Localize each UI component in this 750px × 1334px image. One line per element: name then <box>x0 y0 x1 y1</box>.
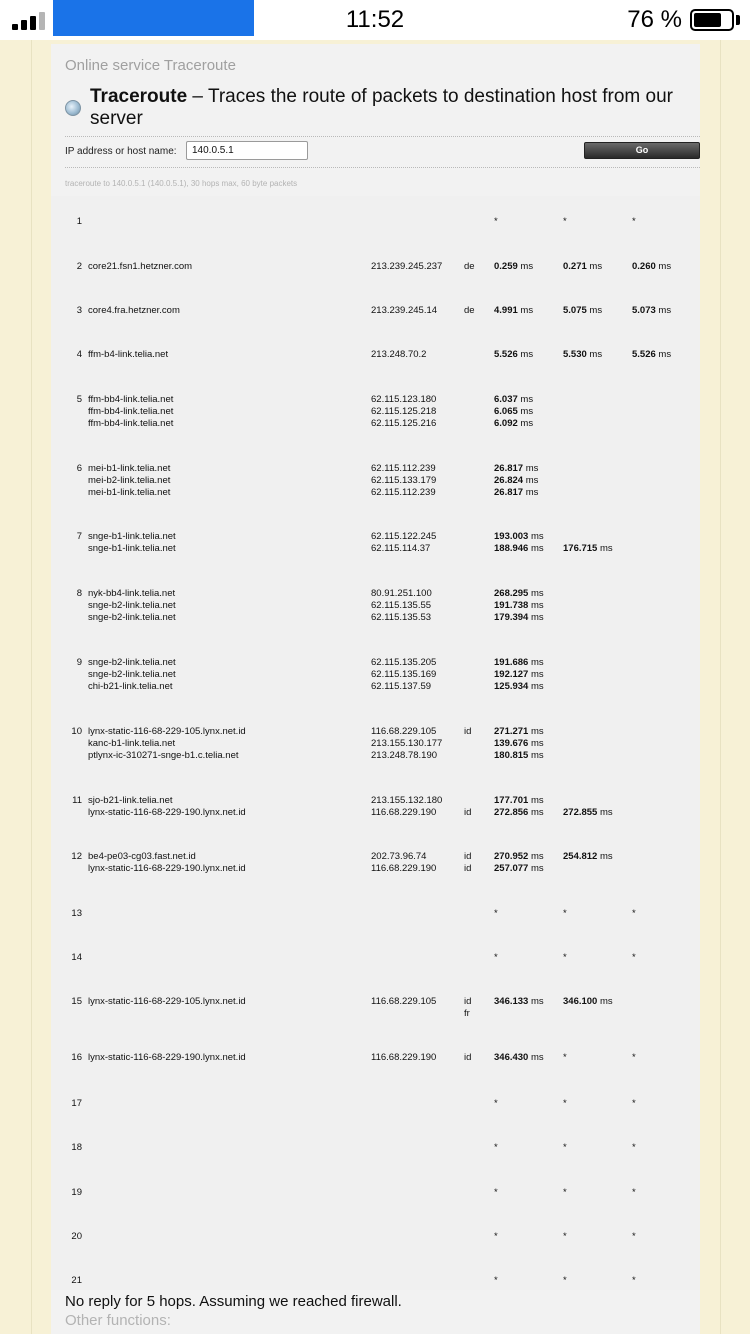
hop-number <box>66 1275 82 1287</box>
hop-time-1-value: 0.259 ms <box>494 261 534 272</box>
hop-country-value: id <box>464 1052 472 1063</box>
hop-host-value: ffm-bb4-link.telia.net <box>88 418 174 430</box>
hop-ip-value: 213.155.130.177 <box>371 738 443 750</box>
hop-time-2 <box>563 1142 567 1154</box>
hop-time-2 <box>563 952 567 964</box>
hop-ip <box>371 531 436 555</box>
hop-time-2-value: * <box>563 1098 567 1109</box>
hop-time-2 <box>563 1052 567 1064</box>
hop-host <box>88 463 170 500</box>
hop-time-1-value: 26.817 ms <box>494 463 539 474</box>
hop-time-1 <box>494 531 544 555</box>
hop-time-2-value: 0.271 ms <box>563 261 603 272</box>
hop-time-3 <box>632 261 671 273</box>
hop-time-1-value: 271.271 ms <box>494 726 544 737</box>
hop-number <box>66 463 82 475</box>
hop-time-1 <box>494 349 533 361</box>
hop-time-1-value: 179.394 ms <box>494 612 544 624</box>
hop-time-1-value: * <box>494 908 498 919</box>
hop-country <box>464 726 471 738</box>
hop-time-2 <box>563 851 613 863</box>
hop-time-3-value: * <box>632 1231 636 1242</box>
hop-number <box>66 216 82 228</box>
hop-host-value: snge-b2-link.telia.net <box>88 669 176 681</box>
hop-host <box>88 531 176 555</box>
hop-host-value: ffm-b4-link.telia.net <box>88 349 169 360</box>
hop-number <box>66 1187 82 1199</box>
hop-ip-value: 62.115.112.239 <box>371 487 436 499</box>
page-title-bold: Traceroute <box>90 86 188 107</box>
hop-host <box>88 795 246 819</box>
hop-ip-value: 62.115.123.180 <box>371 394 437 405</box>
hop-host-value: nyk-bb4-link.telia.net <box>88 588 176 599</box>
hop-number-value: 19 <box>71 1187 82 1198</box>
hop-number-value: 18 <box>71 1142 82 1153</box>
hop-ip-value: 62.115.133.179 <box>371 475 437 487</box>
hop-time-1-value: * <box>494 1187 498 1198</box>
hop-ip-value: 62.115.135.53 <box>371 612 432 624</box>
hop-time-1 <box>494 726 544 763</box>
hop-ip-value: 116.68.229.190 <box>371 1052 437 1063</box>
hop-time-2-value: 5.530 ms <box>563 349 603 360</box>
hop-time-1-value: 139.676 ms <box>494 738 544 750</box>
hop-time-1-value: 26.817 ms <box>494 487 539 499</box>
hop-host-value: ffm-bb4-link.telia.net <box>88 406 174 418</box>
hop-time-1-value: * <box>494 952 498 963</box>
hop-time-2-value <box>563 795 613 807</box>
hop-time-1 <box>494 952 498 964</box>
hop-time-3 <box>632 908 636 920</box>
hop-number <box>66 588 82 600</box>
hop-host-value: snge-b2-link.telia.net <box>88 657 176 668</box>
battery-icon <box>690 9 734 31</box>
hop-host <box>88 996 246 1008</box>
hop-time-3 <box>632 1098 636 1110</box>
hop-time-3 <box>632 1142 636 1154</box>
hop-ip-value: 62.115.112.239 <box>371 463 436 474</box>
hop-time-3 <box>632 1052 636 1064</box>
hop-ip-value: 62.115.135.55 <box>371 600 432 612</box>
traceroute-results <box>51 196 700 1290</box>
hop-number <box>66 305 82 317</box>
section-title: Online service Traceroute <box>65 57 236 74</box>
hop-time-3 <box>632 1187 636 1199</box>
hop-time-2-value: * <box>563 908 567 919</box>
hop-time-1-value: 268.295 ms <box>494 588 544 599</box>
hop-number <box>66 996 82 1008</box>
hop-time-2-value: 346.100 ms <box>563 996 613 1007</box>
hop-ip-value: 116.68.229.190 <box>371 807 437 819</box>
battery-level-fill <box>694 13 721 27</box>
hop-host-value: lynx-static-116-68-229-190.lynx.net.id <box>88 1052 246 1063</box>
hop-number <box>66 1052 82 1064</box>
hop-number <box>66 349 82 361</box>
hop-host-value: chi-b21-link.telia.net <box>88 681 173 693</box>
hop-time-3 <box>632 952 636 964</box>
hop-time-2 <box>563 1231 567 1243</box>
hop-number <box>66 261 82 273</box>
hop-host <box>88 726 246 763</box>
hop-ip <box>371 305 437 317</box>
divider <box>65 167 700 168</box>
hop-time-1 <box>494 394 533 431</box>
hop-host-value: sjo-b21-link.telia.net <box>88 795 173 806</box>
hop-time-2-value: 5.075 ms <box>563 305 603 316</box>
hop-time-2 <box>563 305 602 317</box>
globe-icon <box>65 100 81 116</box>
hop-time-2-value: * <box>563 952 567 963</box>
hop-time-1-value: * <box>494 1098 498 1109</box>
hop-country-value: de <box>464 305 475 316</box>
hop-time-2 <box>563 795 613 819</box>
hop-ip-value: 213.248.70.2 <box>371 349 427 360</box>
hop-ip <box>371 394 436 431</box>
hop-country-value: id <box>464 863 472 875</box>
hop-country-value: id <box>464 996 472 1007</box>
firewall-note: No reply for 5 hops. Assuming we reached firewall. <box>65 1293 402 1310</box>
hop-time-1-value: 191.738 ms <box>494 600 544 612</box>
hop-time-2 <box>563 261 602 273</box>
hop-time-2 <box>563 908 567 920</box>
hop-time-2 <box>563 531 613 555</box>
hop-country <box>464 996 471 1020</box>
hop-time-1-value: 6.065 ms <box>494 406 534 418</box>
hop-time-3-value: * <box>632 1187 636 1198</box>
hop-time-1-value: 193.003 ms <box>494 531 544 542</box>
hop-number-value: 9 <box>76 657 82 668</box>
hop-time-2-value: 176.715 ms <box>563 543 613 555</box>
hop-time-3-value: 5.073 ms <box>632 305 672 316</box>
hop-ip-value: 213.155.132.180 <box>371 795 443 806</box>
hop-host-value: lynx-static-116-68-229-105.lynx.net.id <box>88 726 246 737</box>
hop-time-1-value: 6.037 ms <box>494 394 534 405</box>
hop-time-1-value: 346.430 ms <box>494 1052 544 1063</box>
hop-number-value: 1 <box>76 216 82 227</box>
hop-time-1 <box>494 588 544 625</box>
hop-host-value: be4-pe03-cg03.fast.net.id <box>88 851 196 862</box>
hop-time-2-value: * <box>563 1142 567 1153</box>
hop-host-value: mei-b2-link.telia.net <box>88 475 171 487</box>
hop-time-3-value: 0.260 ms <box>632 261 672 272</box>
hop-ip <box>371 795 442 819</box>
hop-time-3-value: * <box>632 1098 636 1109</box>
hop-time-1 <box>494 305 533 317</box>
hop-ip-value: 213.248.78.190 <box>371 750 438 762</box>
hop-host <box>88 1052 246 1064</box>
hop-number-value: 6 <box>76 463 82 474</box>
hop-number <box>66 394 82 406</box>
hop-time-1 <box>494 1231 498 1243</box>
battery-percent: 76 % <box>627 6 682 33</box>
divider <box>65 136 700 137</box>
hop-time-1-value: 5.526 ms <box>494 349 534 360</box>
hop-country-value: id <box>464 726 472 737</box>
trace-header: traceroute to 140.0.5.1 (140.0.5.1), 30 hops max, 60 byte packets <box>65 179 298 188</box>
hop-host-value: mei-b1-link.telia.net <box>88 487 171 499</box>
hop-host-value: mei-b1-link.telia.net <box>88 463 171 474</box>
hop-host <box>88 394 173 431</box>
hop-time-2 <box>563 349 602 361</box>
hop-time-1 <box>494 851 544 875</box>
hop-time-1-value: 177.701 ms <box>494 795 544 806</box>
hop-ip-value: 116.68.229.190 <box>371 863 437 875</box>
hop-time-2-value: 272.855 ms <box>563 807 613 819</box>
hop-number <box>66 952 82 964</box>
hop-host-value: snge-b2-link.telia.net <box>88 600 176 612</box>
hop-ip <box>371 463 436 500</box>
hop-number <box>66 851 82 863</box>
hop-time-2 <box>563 1098 567 1110</box>
hop-time-2-value: 254.812 ms <box>563 851 613 862</box>
hop-host-value: snge-b1-link.telia.net <box>88 531 176 542</box>
hop-time-3-value: * <box>632 952 636 963</box>
hop-number-value: 12 <box>71 851 82 862</box>
hop-country-value <box>464 795 471 807</box>
hop-number <box>66 1142 82 1154</box>
hop-number-value: 4 <box>76 349 82 360</box>
hop-time-2 <box>563 996 613 1008</box>
hop-number-value: 8 <box>76 588 82 599</box>
hop-number <box>66 908 82 920</box>
hop-number-value: 10 <box>71 726 82 737</box>
hop-host-value: lynx-static-116-68-229-105.lynx.net.id <box>88 996 246 1007</box>
hop-number <box>66 531 82 543</box>
hop-time-1-value: * <box>494 1142 498 1153</box>
hop-time-2-value <box>563 531 613 543</box>
hop-time-1-value: 4.991 ms <box>494 305 534 316</box>
hop-ip <box>371 851 436 875</box>
hop-host <box>88 349 168 361</box>
hop-country <box>464 261 475 273</box>
hop-number <box>66 795 82 807</box>
hop-ip <box>371 657 436 694</box>
hop-host-value: lynx-static-116-68-229-190.lynx.net.id <box>88 863 246 875</box>
hop-time-2-value: * <box>563 216 567 227</box>
hop-time-1 <box>494 1275 498 1287</box>
hop-time-2 <box>563 1187 567 1199</box>
page-title-description: – Traces the route of packets to destination host from our server <box>90 86 673 129</box>
other-functions-heading[interactable]: Other functions: <box>65 1312 171 1329</box>
page-margin-right <box>720 40 750 1334</box>
hop-time-2-value: * <box>563 1052 567 1063</box>
hop-time-1-value: * <box>494 1275 498 1286</box>
hop-host <box>88 305 180 317</box>
hop-host <box>88 261 192 273</box>
hop-time-3-value: * <box>632 216 636 227</box>
hop-time-1-value: 125.934 ms <box>494 681 544 693</box>
hop-time-3-value: * <box>632 908 636 919</box>
hop-number-value: 11 <box>72 795 82 806</box>
hop-ip-value: 62.115.114.37 <box>371 543 431 555</box>
hop-time-3-value: 5.526 ms <box>632 349 672 360</box>
hop-country-value: fr <box>464 1008 470 1020</box>
hop-time-3 <box>632 349 671 361</box>
hop-ip-value: 62.115.137.59 <box>371 681 432 693</box>
hop-time-1-value: 188.946 ms <box>494 543 544 555</box>
hop-host <box>88 657 176 694</box>
hop-host-value: ffm-bb4-link.telia.net <box>88 394 174 405</box>
hop-time-2 <box>563 1275 567 1287</box>
hop-time-1-value: * <box>494 1231 498 1242</box>
hop-time-3 <box>632 216 636 228</box>
hop-time-1-value: 192.127 ms <box>494 669 544 681</box>
hop-time-1 <box>494 1142 498 1154</box>
hop-time-1-value: 272.856 ms <box>494 807 544 819</box>
hop-time-2 <box>563 216 567 228</box>
hop-number-value: 7 <box>76 531 82 542</box>
hop-ip-value: 202.73.96.74 <box>371 851 427 862</box>
hop-number-value: 3 <box>76 305 82 316</box>
hop-number-value: 17 <box>71 1098 82 1109</box>
hop-ip <box>371 349 426 361</box>
hop-time-1 <box>494 996 544 1008</box>
hop-ip-value: 116.68.229.105 <box>371 996 437 1007</box>
page-margin-left <box>0 40 32 1334</box>
hop-number-value: 20 <box>71 1231 82 1242</box>
hop-time-1-value: 346.133 ms <box>494 996 544 1007</box>
hop-host-value: snge-b2-link.telia.net <box>88 612 176 624</box>
hop-ip <box>371 588 432 625</box>
hop-time-2-value: * <box>563 1231 567 1242</box>
hop-number-value: 21 <box>71 1275 82 1286</box>
status-time: 11:52 <box>345 6 405 33</box>
hop-time-1 <box>494 657 544 694</box>
hop-host-value: core21.fsn1.hetzner.com <box>88 261 193 272</box>
hop-number-value: 14 <box>71 952 82 963</box>
hop-number <box>66 1098 82 1110</box>
hop-time-1-value: 26.824 ms <box>494 475 539 487</box>
hop-host-value: lynx-static-116-68-229-190.lynx.net.id <box>88 807 246 819</box>
hop-ip <box>371 996 436 1008</box>
hop-time-3 <box>632 1231 636 1243</box>
status-bar <box>0 0 750 40</box>
hop-time-1 <box>494 795 544 819</box>
hop-time-2-value: * <box>563 1275 567 1286</box>
hop-time-1-value: * <box>494 216 498 227</box>
hop-country-value: id <box>464 807 472 819</box>
hop-number-value: 2 <box>76 261 82 272</box>
hop-time-1 <box>494 261 533 273</box>
hop-time-3 <box>632 1275 636 1287</box>
hop-number <box>66 1231 82 1243</box>
hop-time-1-value: 270.952 ms <box>494 851 544 862</box>
hop-ip-value: 213.239.245.14 <box>371 305 438 316</box>
hop-country <box>464 795 471 819</box>
hop-number-value: 16 <box>71 1052 82 1063</box>
hop-time-3-value: * <box>632 1052 636 1063</box>
hop-number-value: 5 <box>76 394 82 405</box>
hop-number-value: 13 <box>71 908 82 919</box>
hop-ip <box>371 1052 436 1064</box>
hop-time-1-value: 191.686 ms <box>494 657 544 668</box>
hop-time-3-value: * <box>632 1142 636 1153</box>
hop-number <box>66 657 82 669</box>
hop-ip-value: 116.68.229.105 <box>371 726 437 737</box>
hop-time-1-value: 257.077 ms <box>494 863 544 875</box>
page-title <box>90 86 700 130</box>
hop-ip <box>371 726 442 763</box>
hop-number-value: 15 <box>71 996 82 1007</box>
hop-time-1 <box>494 908 498 920</box>
hop-ip-value: 213.239.245.237 <box>371 261 443 272</box>
hop-host-value: kanc-b1-link.telia.net <box>88 738 176 750</box>
hop-ip-value: 62.115.135.205 <box>371 657 437 668</box>
hop-time-1 <box>494 1098 498 1110</box>
hop-time-1-value: 6.092 ms <box>494 418 534 430</box>
hop-ip-value: 62.115.125.216 <box>371 418 437 430</box>
hop-host-value: ptlynx-ic-310271-snge-b1.c.telia.net <box>88 750 239 762</box>
hop-time-1 <box>494 463 538 500</box>
hop-country <box>464 851 471 875</box>
hop-time-3-value: * <box>632 1275 636 1286</box>
hop-country-value: de <box>464 261 475 272</box>
go-button[interactable]: Go <box>584 142 700 159</box>
ip-label: IP address or host name: <box>65 146 177 157</box>
hop-ip-value: 62.115.135.169 <box>371 669 437 681</box>
hop-time-1-value: 180.815 ms <box>494 750 544 762</box>
hop-time-3 <box>632 305 671 317</box>
hop-country <box>464 1052 471 1064</box>
hop-time-1 <box>494 1052 544 1064</box>
hop-host-value: snge-b1-link.telia.net <box>88 543 176 555</box>
hop-host <box>88 851 246 875</box>
ip-input[interactable] <box>186 141 308 160</box>
hop-host <box>88 588 176 625</box>
hop-time-1 <box>494 1187 498 1199</box>
hop-country <box>464 305 475 317</box>
hop-time-1 <box>494 216 498 228</box>
hop-ip-value: 62.115.125.218 <box>371 406 437 418</box>
hop-ip <box>371 261 442 273</box>
hop-ip-value: 80.91.251.100 <box>371 588 432 599</box>
hop-ip-value: 62.115.122.245 <box>371 531 437 542</box>
hop-country-value: id <box>464 851 472 862</box>
hop-number <box>66 726 82 738</box>
hop-host-value: core4.fra.hetzner.com <box>88 305 180 316</box>
battery-tip <box>736 15 740 25</box>
hop-time-2-value: * <box>563 1187 567 1198</box>
